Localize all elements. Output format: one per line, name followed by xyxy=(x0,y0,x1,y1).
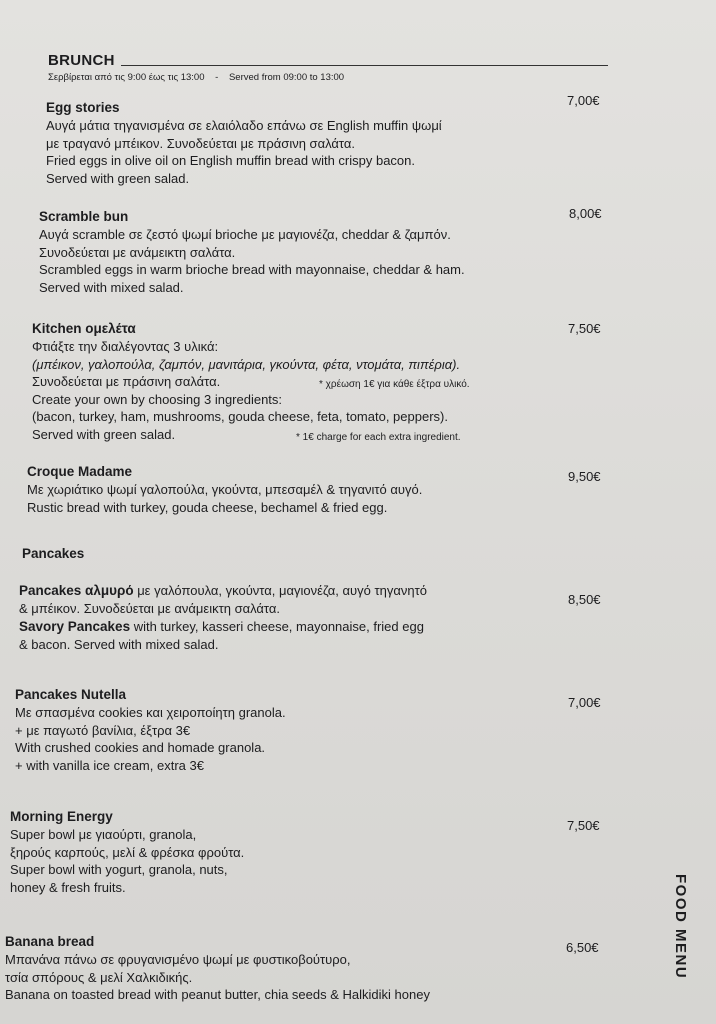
item-price: 7,50€ xyxy=(568,321,601,336)
item-desc-en: & bacon. Served with mixed salad. xyxy=(19,636,219,652)
item-desc-gr: Μπανάνα πάνω σε φρυγανισμένο ψωμί με φυστικοβούτυρο, xyxy=(5,952,351,967)
menu-item-kitchen-omelette xyxy=(32,320,672,443)
item-desc-gr: με γαλόπουλα, γκούντα, μαγιονέζα, αυγό τηγανητό xyxy=(133,583,427,598)
item-price: 7,00€ xyxy=(567,93,600,108)
item-desc-en: Served with mixed salad. xyxy=(39,279,184,295)
item-name: Croque Madame xyxy=(27,464,133,479)
item-desc-en: Fried eggs in olive oil on English muffin bread with crispy bacon. xyxy=(46,153,416,168)
item-desc-en: With crushed cookies and homade granola. xyxy=(15,740,266,755)
item-desc-en: with turkey, kasseri cheese, mayonnaise, fried egg xyxy=(130,618,424,634)
item-name: Scramble bun xyxy=(39,209,129,224)
menu-item-pancakes-nutella xyxy=(15,686,655,774)
item-desc-en-row xyxy=(32,426,672,444)
menu-item-scramble-bun xyxy=(39,208,679,296)
serving-hours-gr: Σερβίρεται από τις 9:00 έως τις 13:00 xyxy=(48,72,205,83)
item-extra-gr: + με παγωτό βανίλια, έξτρα 3€ xyxy=(15,722,191,738)
menu-item-savory-pancakes xyxy=(19,582,659,653)
serving-hours-en: Served from 09:00 to 13:00 xyxy=(228,72,345,83)
item-price: 7,00€ xyxy=(568,695,601,710)
menu-item-egg-stories xyxy=(46,99,686,187)
item-desc-en: honey & fresh fruits. xyxy=(10,879,126,895)
serving-hours xyxy=(48,72,608,83)
extra-charge-note-en: * 1€ charge for each extra ingredient. xyxy=(296,431,461,443)
item-desc-gr: Αυγά scramble σε ζεστό ψωμί brioche με μαγιονέζα, cheddar & ζαμπόν. xyxy=(39,227,451,242)
item-desc-gr: Super bowl με γιαούρτι, granola, xyxy=(10,827,197,842)
item-price: 8,00€ xyxy=(569,206,602,221)
item-name: Kitchen ομελέτα xyxy=(32,321,136,336)
item-ingredients-gr: (μπέικον, γαλοπούλα, ζαμπόν, μανιτάρια, γκούντα, φέτα, ντομάτα, πιπέρια). xyxy=(32,356,461,372)
item-desc-gr-row xyxy=(19,582,659,600)
item-desc-en: Create your own by choosing 3 ingredients: xyxy=(32,391,283,407)
item-desc-gr: τσία σπόρους & μελί Χαλκιδικής. xyxy=(5,969,193,985)
item-desc-gr: Με σπασμένα cookies και χειροποίητη granola. xyxy=(15,705,286,720)
item-desc-gr: Συνοδεύεται με πράσινη σαλάτα. xyxy=(32,374,221,389)
item-extra-en: + with vanilla ice cream, extra 3€ xyxy=(15,757,204,773)
item-desc-en: Served with green salad. xyxy=(32,426,176,442)
item-desc-gr: Συνοδεύεται με ανάμεικτη σαλάτα. xyxy=(39,244,236,260)
item-price: 9,50€ xyxy=(568,469,601,484)
item-desc-gr: & μπέικον. Συνοδεύεται με ανάμεικτη σαλάτα. xyxy=(19,601,281,616)
item-name: Banana bread xyxy=(5,934,95,949)
item-desc-gr: Φτιάξτε την διαλέγοντας 3 υλικά: xyxy=(32,339,219,354)
item-desc-gr: ξηρούς καρπούς, μελί & φρέσκα φρούτα. xyxy=(10,844,245,860)
item-desc-gr: Με χωριάτικο ψωμί γαλοπούλα, γκούντα, μπεσαμέλ & τηγανιτό αυγό. xyxy=(27,482,423,497)
item-name-en: Savory Pancakes xyxy=(19,618,131,634)
item-desc-en: Super bowl with yogurt, granola, nuts, xyxy=(10,862,228,877)
item-desc-en: Banana on toasted bread with peanut butter, chia seeds & Halkidiki honey xyxy=(5,987,430,1002)
item-price: 6,50€ xyxy=(566,940,599,955)
extra-charge-note-gr: * χρέωση 1€ για κάθε έξτρα υλικό. xyxy=(319,379,470,390)
item-desc-gr-row xyxy=(32,373,672,391)
item-desc-en: Rustic bread with turkey, gouda cheese, bechamel & fried egg. xyxy=(27,499,388,515)
item-desc-en: Served with green salad. xyxy=(46,170,190,186)
item-desc-en-row xyxy=(19,618,659,636)
item-name: Morning Energy xyxy=(10,809,113,824)
section-title: BRUNCH xyxy=(48,52,115,69)
item-desc-gr: με τραγανό μπέικον. Συνοδεύεται με πράσινη σαλάτα. xyxy=(46,135,355,151)
title-underline xyxy=(121,65,608,66)
item-ingredients-en: (bacon, turkey, ham, mushrooms, gouda cheese, feta, tomato, peppers). xyxy=(32,409,448,424)
item-name-gr: Pancakes αλμυρό xyxy=(19,583,134,598)
serving-separator: - xyxy=(215,72,219,83)
item-desc-gr: Αυγά μάτια τηγανισμένα σε ελαιόλαδο επάνω σε English muffin ψωμί xyxy=(46,118,442,133)
pancakes-section-title: Pancakes xyxy=(22,546,85,561)
brunch-header xyxy=(48,52,608,83)
item-name: Egg stories xyxy=(46,100,120,115)
menu-item-morning-energy xyxy=(10,808,650,896)
item-desc-en: Scrambled eggs in warm brioche bread with mayonnaise, cheddar & ham. xyxy=(39,262,465,277)
item-price: 7,50€ xyxy=(567,818,600,833)
item-price: 8,50€ xyxy=(568,592,601,607)
item-name: Pancakes Nutella xyxy=(15,687,127,702)
food-menu-side-label: FOOD MENU xyxy=(672,874,689,980)
